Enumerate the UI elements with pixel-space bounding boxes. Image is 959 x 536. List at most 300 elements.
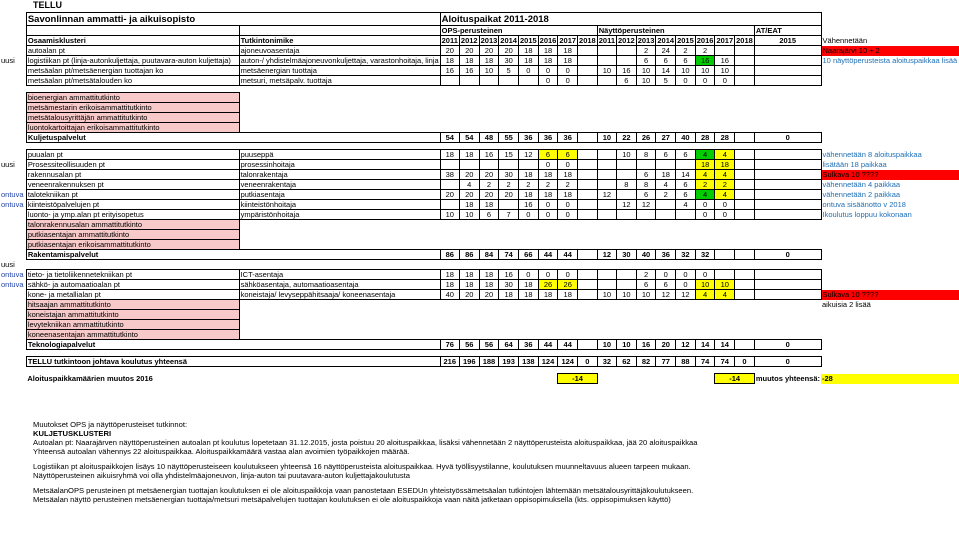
nayt-cell: 8 (636, 180, 656, 190)
tutkintonimike-cell: metsäenergian tuottaja (239, 66, 440, 76)
ops-cell: 2 (538, 180, 558, 190)
nayt-cell: 10 (676, 66, 696, 76)
pink-tutkinto: koneistajan ammattitutkinto (26, 310, 239, 320)
nayt-cell (735, 200, 755, 210)
nayt-sum: 36 (656, 250, 676, 260)
ops-cell: 0 (558, 76, 578, 86)
ops-sum (578, 250, 598, 260)
note-cell (821, 280, 959, 290)
change-ops: -14 (558, 374, 597, 384)
table-row (0, 66, 959, 76)
year-cell: 2016 (539, 36, 557, 45)
nayt-sum: 12 (597, 250, 616, 260)
side-label: ontuva (1, 200, 24, 209)
nayt-cell: 6 (676, 150, 696, 160)
nayt-cell: 16 (715, 56, 735, 66)
ops-cell: 18 (440, 150, 459, 160)
nayt-sum: 88 (676, 357, 696, 367)
ops-cell: 30 (499, 280, 519, 290)
side-label (0, 290, 26, 300)
ops-cell: 0 (538, 76, 558, 86)
at-sum: 0 (754, 357, 821, 367)
ops-cell: 4 (459, 180, 479, 190)
nayt-sum: 82 (636, 357, 656, 367)
ops-cell: 20 (440, 46, 459, 56)
note-cell (821, 113, 959, 123)
table-row (0, 93, 959, 103)
ops-cell: 20 (440, 190, 459, 200)
side-label (0, 66, 26, 76)
ops-sum: 66 (518, 250, 538, 260)
ops-cell: 20 (499, 46, 519, 56)
table-row (0, 310, 959, 320)
tutkintonimike-cell: ICT-asentaja (239, 270, 440, 280)
ops-sum: 44 (558, 340, 578, 350)
nayt-sum: 12 (676, 340, 696, 350)
nayt-cell: 10 (636, 290, 656, 300)
ops-cell (479, 76, 499, 86)
nayt-cell (735, 160, 755, 170)
ops-cell: 16 (499, 270, 519, 280)
ops-sum: 64 (499, 340, 519, 350)
table-row (0, 46, 959, 56)
note-cell (821, 66, 959, 76)
nayt-cell: 6 (676, 180, 696, 190)
nayt-sum: 10 (597, 133, 616, 143)
ops-sum: 36 (558, 133, 578, 143)
nayt-cell (735, 290, 755, 300)
note-line: Muutokset OPS ja näyttöperusteiset tutkinnot: (33, 420, 188, 429)
note-cell: Sulkava 10 ???? (821, 170, 959, 180)
tutkintonimike-cell: metsuri, metsäpalv. tuottaja (239, 76, 440, 86)
sum-row (0, 340, 959, 350)
side-label (0, 310, 26, 320)
year-cell: 2011 (598, 36, 616, 45)
nayt-cell (656, 210, 676, 220)
pink-tutkinto: luontokartoittajan erikoisammattitutkinto (26, 123, 239, 133)
ops-cell: 0 (558, 160, 578, 170)
table-row (0, 280, 959, 290)
pink-tutkinto: putkiasentajan ammattitutkinto (26, 230, 239, 240)
nayt-cell: 10 (695, 66, 715, 76)
nayt-cell: 4 (715, 170, 735, 180)
at-cell (754, 160, 821, 170)
nayt-cell (735, 210, 755, 220)
nayt-cell (617, 46, 637, 56)
note-cell (821, 240, 959, 250)
ops-sum: 84 (479, 250, 499, 260)
osaamisklusteri-cell: talotekniikan pt (26, 190, 239, 200)
ops-cell: 20 (479, 170, 499, 180)
ops-cell: 2 (479, 180, 499, 190)
nayt-cell (656, 160, 676, 170)
ops-header: OPS-perusteinen (440, 26, 597, 36)
note-line: Metsäalan näyttö perusteinen metsäenergian tuottaja/metsuri metsäpalvelujen tuottajan koulutuksen ei ole aloituspaikkoja vaan näitä jatketaan oppisopimuksella (kts. oppisopimuksen käyttö) (33, 495, 671, 504)
main-table (0, 12, 959, 384)
nayt-cell (735, 76, 755, 86)
nayt-sum: 28 (695, 133, 715, 143)
ops-cell: 18 (538, 170, 558, 180)
ops-cell: 18 (558, 56, 578, 66)
sum-label: Rakentamispalvelut (26, 250, 440, 260)
header-row-1 (0, 13, 959, 26)
nayt-cell (735, 180, 755, 190)
col-tutkintonimike: Tutkintonimike (239, 36, 440, 46)
osaamisklusteri-cell: luonto- ja ymp.alan pt erityisopetus (26, 210, 239, 220)
nayt-sum: 22 (617, 133, 637, 143)
ops-cell (578, 160, 598, 170)
side-label (0, 180, 26, 190)
ops-cell (578, 170, 598, 180)
note-cell (821, 93, 959, 103)
note-line: Logistiikan pt aloituspaikkojen lisäys 10 näyttöperusteiseen koulutukseen yhteensä 16 näyttöperusteista aloituspaikkaa. Hyvä työllisyystilanne, koulutuksen muunneltavuus alueen tarpeen mukaan. (33, 462, 691, 471)
nayt-cell (597, 200, 616, 210)
nayt-cell (597, 56, 616, 66)
ops-cell (578, 46, 598, 56)
ops-cell (578, 290, 598, 300)
nayt-cell: 0 (676, 76, 696, 86)
ops-cell: 26 (558, 280, 578, 290)
nayt-sum: 32 (597, 357, 616, 367)
table-row (0, 220, 959, 230)
note-cell: vähennetään 2 paikkaa (822, 190, 901, 199)
year-cell: 2017 (559, 36, 577, 45)
nayt-cell (597, 160, 616, 170)
pink-tutkinto: talonrakennusalan ammattitutkinto (26, 220, 239, 230)
nayt-cell: 0 (715, 210, 735, 220)
sum-row (0, 133, 959, 143)
nayt-cell: 10 (636, 76, 656, 86)
org-title: Savonlinnan ammatti- ja aikuisopisto (26, 13, 440, 26)
note-line: MetsäalanOPS perusteinen pt metsäenergian tuottajan koulutuksen ei ole aloituspaikkoja vaan panostetaan ESEDUn yhteistyössämetsäalan tutkintojen lähtemään metsätalousyrittäjäkoulutukseen. (33, 486, 694, 495)
ops-cell: 18 (538, 56, 558, 66)
osaamisklusteri-cell: veneenrakennuksen pt (26, 180, 239, 190)
table-row (0, 320, 959, 330)
at-header: AT/EAT (754, 26, 821, 36)
ops-sum: 216 (440, 357, 459, 367)
nayt-cell: 8 (636, 150, 656, 160)
ops-cell: 16 (518, 200, 538, 210)
note-cell: vähennetään 4 paikkaa (822, 180, 901, 189)
nayt-cell (735, 280, 755, 290)
nayt-sum: 26 (636, 133, 656, 143)
ops-cell (578, 56, 598, 66)
ops-cell: 40 (440, 290, 459, 300)
ops-cell (578, 280, 598, 290)
table-row (0, 210, 959, 220)
ops-cell: 18 (459, 150, 479, 160)
ops-cell (440, 180, 459, 190)
nayt-cell: 8 (617, 180, 637, 190)
nayt-cell: 16 (617, 66, 637, 76)
nayt-cell: 0 (676, 270, 696, 280)
nayt-sum: 30 (617, 250, 637, 260)
spreadsheet (0, 12, 959, 384)
side-label: uusi (1, 260, 15, 269)
table-row (0, 200, 959, 210)
nayt-cell (617, 280, 637, 290)
ops-cell (440, 160, 459, 170)
side-label (0, 210, 26, 220)
nayt-cell: 10 (715, 280, 735, 290)
osaamisklusteri-cell: autoalan pt (26, 46, 239, 56)
nayt-cell (597, 170, 616, 180)
note-cell (821, 76, 959, 86)
pink-tutkinto: levytekniikan ammattitutkinto (26, 320, 239, 330)
nayt-cell: 12 (636, 200, 656, 210)
nayt-cell: 2 (636, 46, 656, 56)
nayt-sum: 27 (656, 133, 676, 143)
nayt-cell: 18 (695, 160, 715, 170)
nayt-sum: 62 (617, 357, 637, 367)
nayt-cell (597, 76, 616, 86)
nayt-cell: 0 (695, 76, 715, 86)
nayt-cell (735, 190, 755, 200)
ops-cell: 16 (459, 66, 479, 76)
year-cell: 2013 (637, 36, 655, 45)
ops-cell: 18 (558, 290, 578, 300)
table-row (0, 150, 959, 160)
note-cell: vähennetään 8 aloituspaikkaa (822, 150, 922, 159)
side-label: uusi (1, 56, 15, 65)
tutkintonimike-cell: veneenrakentaja (239, 180, 440, 190)
ops-cell: 18 (518, 56, 538, 66)
sum-label: Kuljetuspalvelut (26, 133, 440, 143)
ops-cell: 20 (499, 190, 519, 200)
ops-cell: 0 (538, 210, 558, 220)
note-line: KULJETUSKLUSTERI (33, 429, 112, 438)
table-row (0, 160, 959, 170)
table-body (0, 13, 959, 384)
nayt-cell: 12 (617, 200, 637, 210)
note-cell: Sulkava 10 ???? (821, 290, 959, 300)
osaamisklusteri-cell: Prosessiteollisuuden pt (26, 160, 239, 170)
nayt-cell (617, 160, 637, 170)
nayt-cell: 6 (676, 56, 696, 66)
nayt-sum: 40 (636, 250, 656, 260)
year-cell: 2017 (716, 36, 734, 45)
note-cell (821, 230, 959, 240)
ops-cell: 0 (538, 270, 558, 280)
note-cell (821, 330, 959, 340)
at-cell (754, 76, 821, 86)
ops-cell (578, 210, 598, 220)
nayt-sum: 0 (735, 357, 755, 367)
table-row (0, 190, 959, 200)
nayt-cell: 0 (715, 200, 735, 210)
nayt-cell (597, 270, 616, 280)
nayt-sum: 32 (695, 250, 715, 260)
ops-sum: 36 (518, 340, 538, 350)
side-label (0, 150, 26, 160)
at-cell (754, 170, 821, 180)
nayt-cell (636, 160, 656, 170)
ops-cell: 18 (499, 290, 519, 300)
ops-cell: 18 (440, 270, 459, 280)
tutkintonimike-cell: ympäristönhoitaja (239, 210, 440, 220)
nayt-cell: 12 (656, 290, 676, 300)
nayt-cell (617, 56, 637, 66)
nayt-cell: 4 (695, 290, 715, 300)
sum-row (0, 357, 959, 367)
ops-cell: 18 (518, 190, 538, 200)
nayt-cell: 10 (636, 66, 656, 76)
nayt-cell (597, 46, 616, 56)
note-cell (821, 220, 959, 230)
ops-cell (578, 200, 598, 210)
table-row (0, 76, 959, 86)
table-row (0, 290, 959, 300)
nayt-cell: 2 (695, 46, 715, 56)
ops-cell: 18 (538, 290, 558, 300)
ops-cell: 6 (538, 150, 558, 160)
note-cell: Ikoulutus loppuu kokonaan (822, 210, 912, 219)
ops-cell: 6 (558, 150, 578, 160)
ops-sum: 36 (518, 133, 538, 143)
ops-cell: 10 (459, 210, 479, 220)
nayt-cell: 0 (676, 280, 696, 290)
at-cell (754, 200, 821, 210)
nayt-cell: 4 (676, 200, 696, 210)
nayt-sum: 40 (676, 133, 696, 143)
pink-tutkinto: metsämestarin erikoisammattitutkinto (26, 103, 239, 113)
osaamisklusteri-cell: puualan pt (26, 150, 239, 160)
nayt-cell: 18 (656, 170, 676, 180)
side-label (0, 113, 26, 123)
table-row (0, 113, 959, 123)
ops-cell: 15 (499, 150, 519, 160)
side-label (0, 93, 26, 103)
note-line: Näyttöperusteinen aikuisryhmä voi olla yhdistelmäajoneuvon, linja-auton tai puutavara-auton kuljettajakoulutusta (33, 471, 410, 480)
ops-cell: 26 (538, 280, 558, 290)
ops-sum: 188 (479, 357, 499, 367)
ops-cell (518, 76, 538, 86)
year-cell: 2015 (754, 36, 821, 46)
nayt-cell (597, 280, 616, 290)
ops-cell: 20 (459, 290, 479, 300)
nayt-cell: 6 (636, 190, 656, 200)
table-row (0, 270, 959, 280)
change-row (0, 374, 959, 384)
nayt-cell (617, 190, 637, 200)
nayt-cell (636, 210, 656, 220)
ops-cell: 18 (459, 280, 479, 290)
nayt-cell (676, 160, 696, 170)
ops-cell (578, 150, 598, 160)
ops-cell: 16 (440, 66, 459, 76)
nayt-cell: 14 (676, 170, 696, 180)
ops-cell: 18 (479, 56, 499, 66)
note-line: Yhteensä autoalan vähennys 22 aloituspaikkaa. Aloituspaikkamäärä vastaa alan avoimien työpaikkojen määrää. (33, 447, 410, 456)
nayt-cell: 5 (656, 76, 676, 86)
ops-cell (440, 76, 459, 86)
nayt-cell: 0 (695, 270, 715, 280)
change-label: Aloituspaikkamäärien muutos 2016 (27, 374, 153, 383)
ops-cell: 6 (479, 210, 499, 220)
nayt-sum (715, 250, 735, 260)
side-label (0, 76, 26, 86)
at-cell (754, 210, 821, 220)
ops-cell (459, 160, 479, 170)
nayt-cell: 6 (636, 170, 656, 180)
ops-sum: 48 (479, 133, 499, 143)
ops-cell: 0 (518, 270, 538, 280)
sum-row (0, 250, 959, 260)
side-label (0, 123, 26, 133)
nayt-cell: 16 (695, 56, 715, 66)
nayt-cell (617, 210, 637, 220)
ops-cell: 18 (440, 280, 459, 290)
nayt-cell: 2 (676, 46, 696, 56)
at-cell (754, 280, 821, 290)
nayt-cell (735, 56, 755, 66)
tutkintonimike-cell: prosessinhoitaja (239, 160, 440, 170)
nayt-cell (597, 210, 616, 220)
ops-sum: 36 (538, 133, 558, 143)
nayt-cell: 10 (597, 290, 616, 300)
note-cell: Naarajärvi 10 + 2 (821, 46, 959, 56)
tutkintonimike-cell: koneistaja/ levyseppähitsaaja/ koneenasentaja (239, 290, 440, 300)
osaamisklusteri-cell: sähkö- ja automaatioalan pt (26, 280, 239, 290)
ops-cell (578, 180, 598, 190)
ops-cell: 0 (518, 66, 538, 76)
nayt-cell (715, 46, 735, 56)
ops-cell (578, 66, 598, 76)
side-label (0, 240, 26, 250)
ops-cell: 18 (479, 200, 499, 210)
nayt-cell: 4 (695, 190, 715, 200)
side-label: ontuva (1, 270, 24, 279)
ops-cell (499, 76, 519, 86)
ops-cell: 2 (518, 180, 538, 190)
table-row (0, 240, 959, 250)
ops-cell: 0 (538, 160, 558, 170)
ops-cell: 2 (499, 180, 519, 190)
ops-sum: 0 (578, 357, 598, 367)
note-cell (821, 270, 959, 280)
table-row (0, 56, 959, 66)
nayt-cell: 2 (715, 180, 735, 190)
ops-cell: 16 (479, 150, 499, 160)
ops-cell: 18 (479, 280, 499, 290)
change-total: -28 (821, 374, 959, 384)
ops-sum: 54 (459, 133, 479, 143)
ops-cell: 18 (558, 46, 578, 56)
year-cell: 2014 (657, 36, 675, 45)
ops-cell: 5 (499, 66, 519, 76)
ops-sum: 56 (459, 340, 479, 350)
nayt-cell (676, 210, 696, 220)
note-cell: 10 näyttöperusteista aloituspaikkaa lisää (822, 56, 958, 65)
nayt-sum: 10 (617, 340, 637, 350)
nayt-sum: 74 (695, 357, 715, 367)
year-cell: 2018 (736, 36, 753, 45)
nayt-cell: 0 (715, 76, 735, 86)
side-label: uusi (1, 160, 15, 169)
nayt-sum: 20 (656, 340, 676, 350)
nayt-cell: 6 (617, 76, 637, 86)
change-total-label: muutos yhteensä: (755, 374, 821, 383)
nayt-cell: 18 (715, 160, 735, 170)
ops-cell (459, 76, 479, 86)
ops-cell (499, 200, 519, 210)
nayt-cell: 0 (656, 270, 676, 280)
ops-cell: 0 (518, 210, 538, 220)
tutkintonimike-cell: talonrakentaja (239, 170, 440, 180)
nayt-cell: 0 (695, 200, 715, 210)
nayt-cell: 10 (715, 66, 735, 76)
ops-sum: 86 (459, 250, 479, 260)
